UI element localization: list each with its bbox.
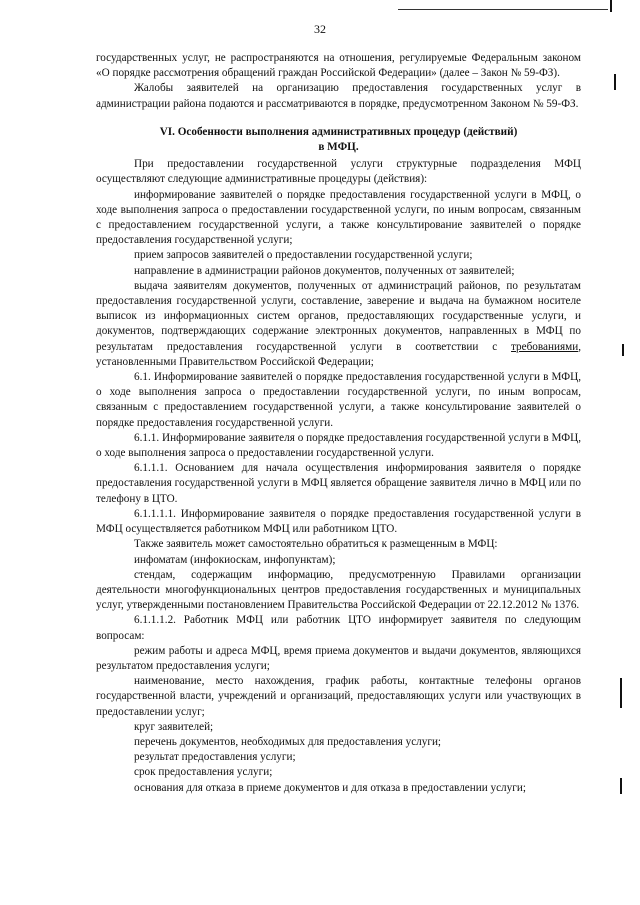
section-heading: VI. Особенности выполнения административных процедур (действий) [159,125,518,138]
paragraph: Также заявитель может самостоятельно обратиться к размещенным в МФЦ: [134,538,498,551]
list-item: инфоматам (инфокиоскам, инфопунктам); [134,553,336,566]
scan-mark [622,344,624,356]
list-item: перечень документов, необходимых для предоставления услуги; [134,735,442,748]
list-item: режим работы и адреса МФЦ, время приема документов и выдачи документов, являющихся результатом предоставления услуги; [96,644,581,672]
page-number: 32 [314,22,326,36]
paragraph-text: , установленными Правительством Российской Федерации; [96,340,581,368]
paragraph: При предоставлении государственной услуги структурные подразделения МФЦ осуществляют следующие административные процедуры (действия): [96,158,581,186]
list-item: результат предоставления услуги; [134,751,296,764]
scan-mark [610,0,612,12]
paragraph: 6.1.1.1. Основанием для начала осуществления информирования заявителя о порядке предоставления государственной услуги в МФЦ является обращение заявителя лично в МФЦ или по телефону в ЦТО. [96,462,581,505]
list-item: направление в администрации районов документов, полученных от заявителей; [134,264,515,277]
document-body [96,51,581,796]
scan-mark [620,778,622,794]
paragraph: Жалобы заявителей на организацию предоставления государственных услуг в администрации района подаются и рассматриваются в порядке, предусмотренном Законом № 59-ФЗ. [96,82,581,110]
list-item: срок предоставления услуги; [134,766,273,779]
list-item: круг заявителей; [134,720,214,733]
list-item: информирование заявителей о порядке предоставления государственной услуги в МФЦ, о ходе выполнения запроса о предоставлении государственной услуги, по иным вопросам, связанным с предоставлением государственной услуги, а также консультирование заявителей о порядке предоставления государственной услуги; [96,188,581,247]
list-item: стендам, содержащим информацию, предусмотренную Правилами организации деятельности многофункциональных центров предоставления государственных и муниципальных услуг, утвержденными постановлением Правительства Российской Федерации от 22.12.2012 № 1376. [96,568,581,612]
requirements-link[interactable]: требованиями [511,340,579,353]
list-item: основания для отказа в приеме документов и для отказа в предоставлении услуги; [134,781,526,794]
paragraph: 6.1. Информирование заявителей о порядке предоставления государственной услуги в МФЦ, о ходе выполнения запроса о предоставлении государственной услуги, по иным вопросам, связанным с предоставлением государственной услуги, а также консультирование заявителей о порядке предоставления государственной услуги. [96,371,581,429]
list-item [96,279,581,370]
list-item: наименование, место нахождения, график работы, контактные телефоны органов государственной власти, учреждений и организаций, предоставляющих услуги или участвующих в предоставлении услуг; [96,675,581,718]
paragraph-text: выдача заявителям документов, полученных от администраций районов, по результатам предоставления государственной услуги, составление, заверение и выдача на бумажном носителе выписок из информационных систем органов, предоставляющих государственные услуги, и документов, подтверждающих содержание электронных документов, направленных в МФЦ по результатам предоставления государственной услуги в соответствии с [96,279,581,353]
paragraph: 6.1.1. Информирование заявителя о порядке предоставления государственной услуги в МФЦ, о ходе выполнения запроса о предоставлении государственной услуги. [96,431,581,460]
section-heading: в МФЦ. [318,141,359,154]
scan-edge-line [398,9,608,10]
scan-mark [614,74,616,90]
paragraph: 6.1.1.1.1. Информирование заявителя о порядке предоставления государственной услуги в МФЦ осуществляется работником МФЦ или работником ЦТО. [96,507,581,536]
list-item: прием запросов заявителей о предоставлении государственной услуги; [134,249,473,262]
scan-mark [620,678,622,708]
paragraph: 6.1.1.1.2. Работник МФЦ или работник ЦТО информирует заявителя по следующим вопросам: [96,614,581,642]
paragraph: государственных услуг, не распространяются на отношения, регулируемые Федеральным законом «О порядке рассмотрения обращений граждан Российской Федерации» (далее – Закон № 59-ФЗ). [96,52,581,80]
